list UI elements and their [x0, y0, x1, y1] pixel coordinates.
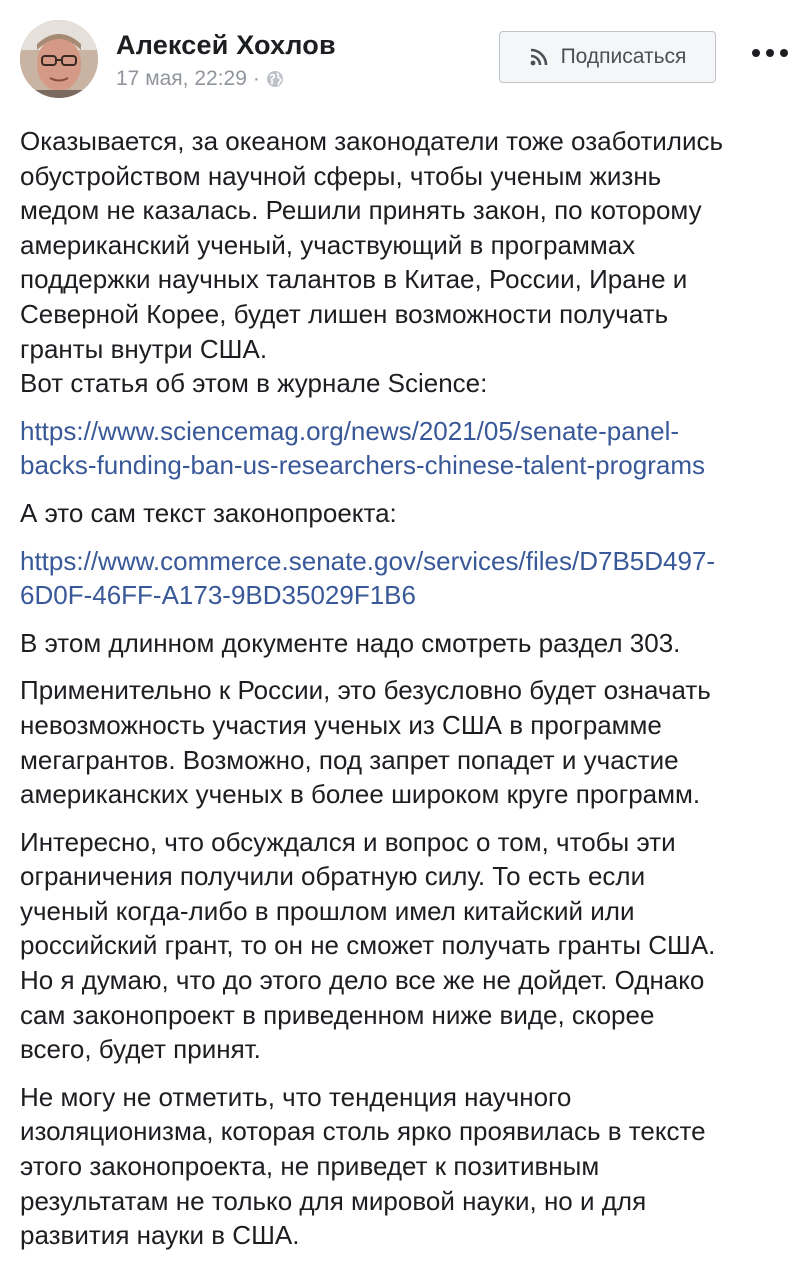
paragraph-bill-intro	[20, 496, 790, 531]
post-timestamp[interactable]: 17 мая, 22:29	[116, 67, 247, 90]
text-line: невозможность участия ученых из США в программе	[20, 709, 662, 740]
text-line: результатам не только для мировой науки, но и для	[20, 1185, 647, 1216]
text-line: В этом длинном документе надо смотреть раздел 303.	[20, 627, 681, 658]
text-line: американский ученый, участвующий в программах	[20, 229, 636, 260]
text-line: изоляционизма, которая столь ярко проявилась в тексте	[20, 1116, 706, 1147]
text-line: мегагрантов. Возможно, под запрет попадет и участие	[20, 744, 679, 775]
paragraph-section	[20, 626, 790, 661]
text-line: американских ученых в более широком круге программ.	[20, 779, 701, 810]
globe-icon[interactable]	[266, 70, 284, 88]
text-line: ученый когда-либо в прошлом имел китайский или	[20, 895, 635, 926]
science-article-link[interactable]: backs-funding-ban-us-researchers-chinese-talent-programs	[20, 450, 705, 481]
paragraph-bill-link	[20, 544, 790, 613]
more-dot	[766, 49, 774, 57]
user-avatar-photo-icon	[20, 20, 98, 98]
text-line: поддержки научных талантов в Китае, России, Иране и	[20, 264, 688, 295]
rss-icon	[529, 47, 549, 67]
more-dot	[780, 49, 788, 57]
text-line: Применительно к России, это безусловно будет означать	[20, 675, 711, 706]
paragraph-science-link	[20, 414, 790, 483]
text-line: российский грант, то он не сможет получать гранты США.	[20, 930, 716, 961]
text-line: развития науки в США.	[20, 1220, 300, 1251]
senate-bill-link[interactable]: https://www.commerce.senate.gov/services/files/D7B5D497-	[20, 545, 716, 576]
text-line: всего, будет принят.	[20, 1034, 261, 1065]
post-meta	[116, 67, 284, 91]
paragraph-russia	[20, 673, 790, 811]
text-line: ограничения получили обратную силу. То есть если	[20, 861, 646, 892]
text-line: Северной Корее, будет лишен возможности получать	[20, 298, 669, 329]
author-name-link[interactable]: Алексей Хохлов	[116, 30, 336, 60]
author-avatar[interactable]	[20, 20, 98, 98]
more-dot	[752, 49, 760, 57]
more-options-icon[interactable]	[752, 38, 788, 68]
text-line: гранты внутри США.	[20, 333, 268, 364]
text-line: сам законопроект в приведенном ниже виде, скорее	[20, 999, 655, 1030]
text-line: медом не казалась. Решили принять закон, по которому	[20, 195, 702, 226]
subscribe-button-label: Подписаться	[560, 45, 687, 68]
text-line: Не могу не отметить, что тенденция научного	[20, 1081, 572, 1112]
text-line: А это сам текст законопроекта:	[20, 497, 397, 528]
paragraph-retroactive	[20, 825, 790, 1067]
text-line: Интересно, что обсуждался и вопрос о том, чтобы эти	[20, 826, 676, 857]
text-line: обустройством научной сферы, чтобы ученым жизнь	[20, 160, 662, 191]
meta-separator: ·	[252, 67, 260, 90]
text-line: Оказывается, за океаном законодатели тоже озаботились	[20, 126, 724, 156]
paragraph-conclusion	[20, 1080, 790, 1253]
text-line: этого законопроекта, не приведет к позитивным	[20, 1151, 600, 1182]
text-line: Вот статья об этом в журнале Science:	[20, 368, 488, 399]
science-article-link[interactable]: https://www.sciencemag.org/news/2021/05/senate-panel-	[20, 415, 680, 446]
subscribe-button[interactable]	[499, 31, 716, 83]
post-header	[0, 0, 800, 112]
senate-bill-link[interactable]: 6D0F-46FF-A173-9BD35029F1B6	[20, 580, 416, 611]
paragraph-intro	[20, 124, 790, 401]
post-text	[20, 124, 790, 1266]
text-line: Но я думаю, что до этого дело все же не дойдет. Однако	[20, 965, 705, 996]
